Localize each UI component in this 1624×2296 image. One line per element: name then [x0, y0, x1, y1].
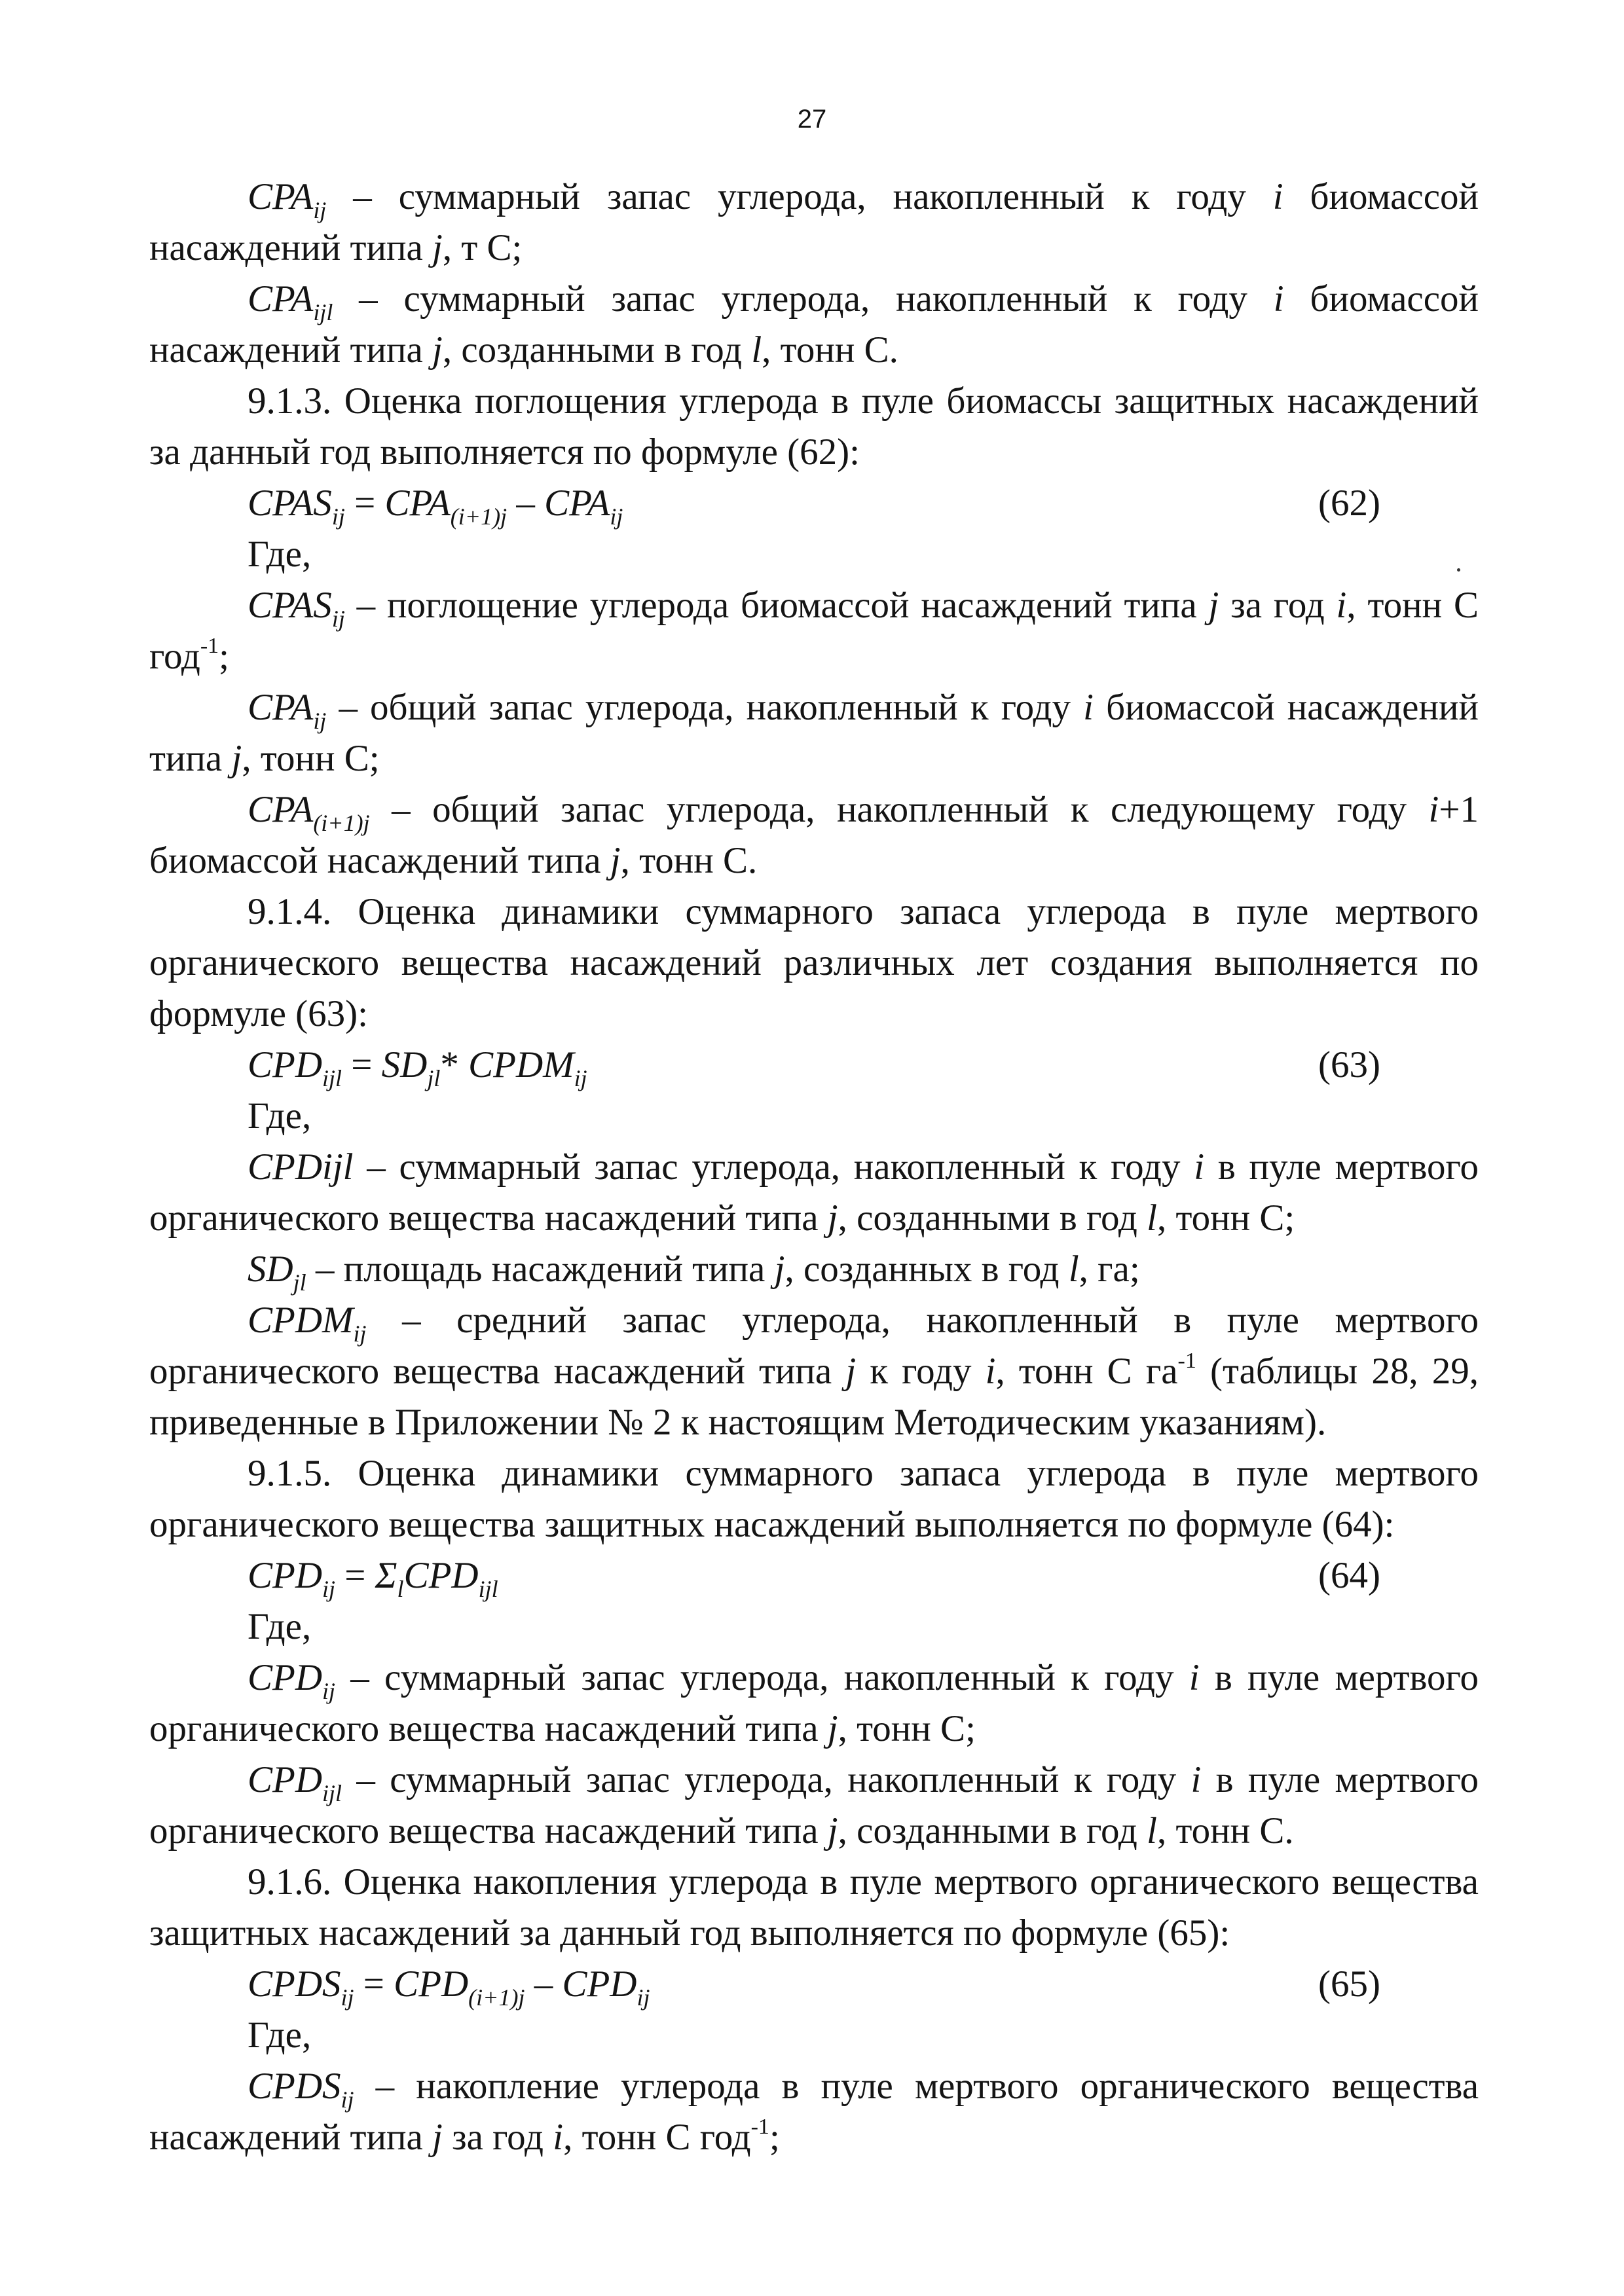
- definition-cpa-ijl: $CPA_{ijl}$ – суммарный запас углерода, накопленный к году i биомассой насаждений типа j, созданными в год l, тонн С.: [149, 278, 1479, 371]
- definition-cpd-ijl: $CPD_{ijl}$ – суммарный запас углерода, накопленный к году i в пуле мертвого органического вещества насаждений типа j, созданными в год l, тонн С.: [149, 1759, 1479, 1851]
- definition-cpas-ij: $CPAS_{ij}$ – поглощение углерода биомассой насаждений типа j за год i, тонн С год$^{-1}$;: [149, 585, 1479, 677]
- equation-number: (65): [1318, 1963, 1380, 2005]
- equation-number: (64): [1318, 1555, 1380, 1596]
- where-label: Где,: [248, 1095, 312, 1137]
- definition-sd-jl: $SD_{jl}$ – площадь насаждений типа j, созданных в год l, га;: [248, 1248, 1140, 1296]
- definition-cpa-i1j: $CPA_{(i+1)j}$ – общий запас углерода, накопленный к следующему году i+1 биомассой насаждений типа j, тонн С.: [149, 789, 1479, 881]
- equation-63: $CPD_{ijl} = SD_{jl}*$ $CPDM_{ij}$ (63): [149, 1040, 1479, 1091]
- definition-cpdm-ij: $CPDM_{ij}$ – средний запас углерода, накопленный в пуле мертвого органического вещества насаждений типа j к году i, тонн С $га^{-1}$ (таблицы 28, 29, приведенные в Приложении № 2 к настоящим Методическим указаниям).: [149, 1300, 1479, 1443]
- equation-65: $CPDS_{ij} = CPD_{(i+1)j} - CPD_{ij}$ (65): [149, 1959, 1479, 2010]
- definition-cpa-ij: $CPA_{ij}$ – суммарный запас углерода, накопленный к году i биомассой насаждений типа j, т С;: [149, 176, 1479, 268]
- definition-cpa-ij-total: $CPA_{ij}$ – общий запас углерода, накопленный к году i биомассой насаждений типа j, тонн С;: [149, 687, 1479, 779]
- paragraph-9-1-5: 9.1.5. Оценка динамики суммарного запаса углерода в пуле мертвого органического вещества защитных насаждений выполняется по формуле (64):: [149, 1453, 1479, 1545]
- definition-cpdijl: CPDijl – суммарный запас углерода, накопленный к году i в пуле мертвого органического вещества насаждений типа j, созданными в год l, тонн С;: [149, 1146, 1479, 1239]
- definition-cpds-ij: $CPDS_{ij}$ – накопление углерода в пуле мертвого органического вещества насаждений типа j за год i, тонн С год$^{-1}$;: [149, 2066, 1479, 2158]
- paragraph-9-1-3: 9.1.3. Оценка поглощения углерода в пуле биомассы защитных насаждений за данный год выполняется по формуле (62):: [149, 380, 1479, 473]
- document-body: [149, 172, 1479, 2163]
- equation-62: $CPAS_{ij} = CPA_{(i+1)j} - CPA_{ij}$ (62): [149, 478, 1479, 529]
- paragraph-9-1-4: 9.1.4. Оценка динамики суммарного запаса углерода в пуле мертвого органического вещества насаждений различных лет создания выполняется по формуле (63):: [149, 891, 1479, 1034]
- equation-number: (62): [1318, 483, 1380, 524]
- where-label: Где,: [248, 2014, 312, 2056]
- page-number: 27: [797, 105, 827, 134]
- equation-number: (63): [1318, 1044, 1380, 1085]
- definition-cpd-ij: $CPD_{ij}$ – суммарный запас углерода, накопленный к году i в пуле мертвого органического вещества насаждений типа j, тонн С;: [149, 1657, 1479, 1749]
- where-label: Где,: [248, 534, 312, 575]
- paragraph-9-1-6: 9.1.6. Оценка накопления углерода в пуле мертвого органического вещества защитных насаждений за данный год выполняется по формуле (65):: [149, 1861, 1479, 1954]
- equation-64: $CPD_{ij} = \Sigma_lCPD_{ijl}$ (64): [149, 1550, 1479, 1601]
- where-label: Где,: [248, 1606, 312, 1647]
